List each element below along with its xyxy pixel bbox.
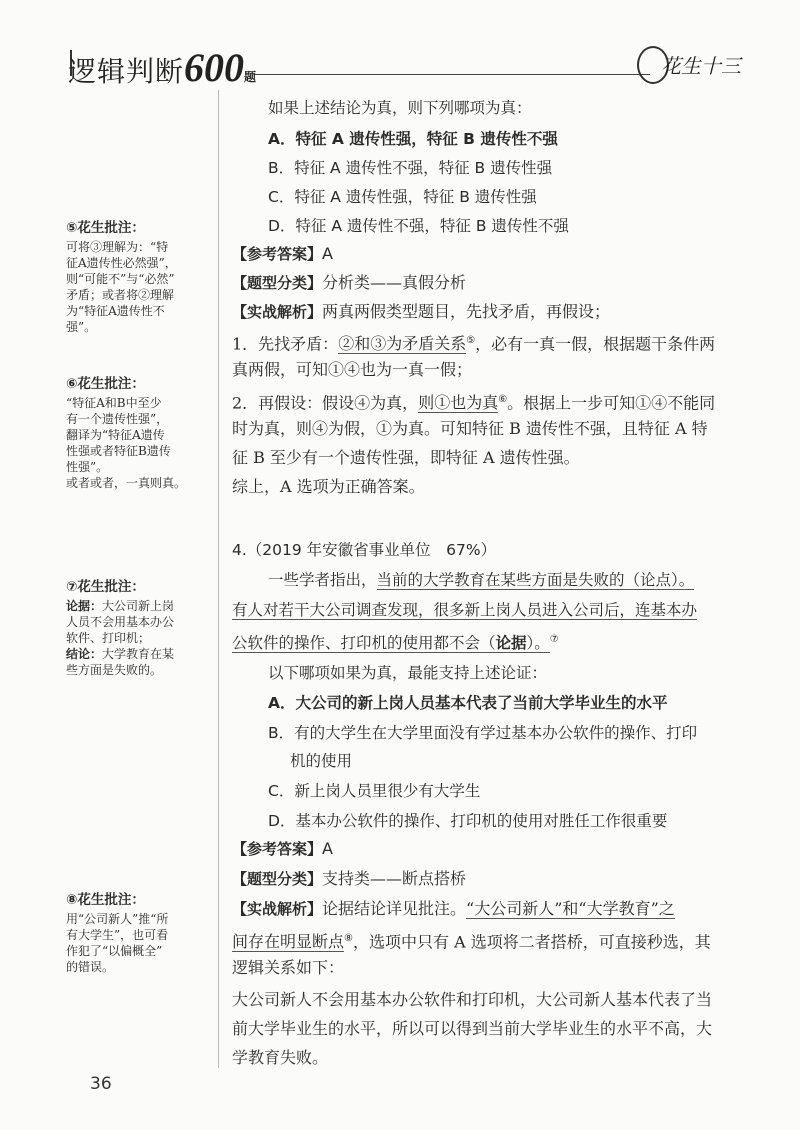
step2-underlined: 则①也为真: [418, 393, 499, 413]
note-line: [66, 646, 208, 662]
q4-stem-line3: [232, 629, 559, 654]
page-number: 36: [90, 1074, 112, 1094]
note-label: 结论：: [66, 647, 103, 661]
q4-answer: [232, 838, 333, 860]
q4-analysis-line2: [232, 928, 711, 953]
note-line: 有大学生”，也可看: [66, 928, 169, 942]
q4-conclusion-line1: 大公司新人不会用基本办公软件和打印机，大公司新人基本代表了当: [232, 990, 713, 1009]
analysis-text: 两真两假类型题目，先找矛盾，再假设；: [322, 302, 611, 321]
note-heading: ⑦花生批注：: [66, 579, 145, 595]
margin-note-7: [66, 575, 208, 678]
q4-stem-line1: [268, 569, 694, 591]
brand-name: 花生十三: [661, 54, 741, 78]
book-title: [68, 44, 257, 91]
answer-value: A: [322, 244, 333, 263]
note-line: 为“特征A遗传性不: [66, 304, 165, 318]
note-ref-8: ⑧: [344, 933, 353, 944]
q3-analysis: [232, 301, 610, 323]
type-tag: 【题型分类】: [232, 870, 323, 888]
analysis-text-2: ，选项中只有 A 选项将二者搭桥，可直接秒选，其: [352, 932, 711, 952]
q4-option-c: C．新上岗人员里很少有大学生: [268, 782, 481, 800]
note-line: 征A遗传性必然强”，: [66, 256, 177, 270]
note-text: 大学教育在某: [102, 647, 175, 661]
q4-analysis-line3: 逻辑关系如下：: [232, 958, 345, 977]
step1-text: ，必有一真一假，根据题干条件两: [475, 334, 716, 354]
step2-label: 2．再假设：假设④为真，: [232, 393, 419, 413]
note-line: 些方面是失败的。: [66, 663, 163, 677]
margin-note-8: [66, 888, 208, 975]
q3-option-a: A．特征 A 遗传性强，特征 B 遗传性不强: [268, 130, 558, 148]
note-line: 有一个遗传性强”，: [66, 412, 169, 426]
note-line: 或者或者，一真则真。: [66, 476, 187, 490]
brand-logo: [637, 38, 755, 84]
q4-conclusion-line2: 前大学毕业生的水平，所以可以得到当前大学毕业生的水平不高，大: [232, 1019, 713, 1038]
note-ref-7: ⑦: [549, 634, 559, 645]
q4-evidence-label: 论据: [495, 634, 527, 653]
answer-tag: 【参考答案】: [232, 245, 323, 263]
note-line: 用“公司新人”推“所: [66, 912, 169, 926]
q3-step1-line2: 真两假，可知①④也为一真一假；: [232, 360, 473, 379]
note-heading: ⑤花生批注：: [66, 220, 145, 236]
note-line: “特征A和B中至少: [66, 396, 162, 410]
analysis-underlined-1: “大公司新人”和“大学教育”之: [466, 899, 675, 918]
note-ref-5: ⑤: [466, 335, 476, 346]
note-heading: ⑧花生批注：: [66, 892, 145, 908]
note-ref-6: ⑥: [498, 394, 508, 405]
type-tag: 【题型分类】: [232, 274, 323, 292]
q3-option-d: D．特征 A 遗传性不强，特征 B 遗传性不强: [268, 217, 569, 235]
margin-divider: [218, 90, 219, 1068]
q4-option-b: B．有的大学生在大学里面没有学过基本办公软件的操作、打印: [268, 724, 698, 742]
q4-stem-line2: [232, 599, 697, 621]
title-prefix: 逻辑判断: [68, 55, 185, 88]
q3-option-c: C．特征 A 遗传性强，特征 B 遗传性强: [268, 188, 537, 206]
note-line: 强”。: [66, 320, 97, 334]
q4-type: [232, 868, 466, 890]
q3-answer: [232, 243, 333, 265]
note-line: 矛盾；或者将②理解: [66, 288, 175, 302]
q3-type: [232, 272, 466, 294]
note-line: 翻译为“特征A遗传: [66, 428, 165, 442]
q4-stem-evidence-2: [232, 634, 550, 653]
note-line: 作犯了“以偏概全”: [66, 944, 163, 958]
q4-option-d: D．基本办公软件的操作、打印机的使用对胜任工作很重要: [268, 812, 668, 830]
note-line: [66, 598, 208, 614]
answer-tag: 【参考答案】: [232, 840, 323, 858]
q4-option-b-cont: 机的使用: [290, 752, 353, 770]
q4-stem-lead: 一些学者指出，: [268, 571, 377, 589]
q4-conclusion-line3: 学教育失败。: [232, 1048, 329, 1067]
note-text: 大公司新上岗: [102, 599, 175, 613]
q4-stem-conclusion: 当前的大学教育在某些方面是失败的（论点）。: [376, 571, 695, 589]
margin-note-5: [66, 216, 208, 335]
q4-option-a: A．大公司的新上岗人员基本代表了当前大学毕业生的水平: [268, 694, 668, 712]
note-line: 人员不会用基本办公: [66, 615, 175, 629]
q4-question: 以下哪项如果为真，最能支持上述论证：: [268, 664, 548, 682]
q4-header: 4.（2019 年安徽省事业单位 67%）: [232, 541, 497, 559]
note-line: 性强”。: [66, 460, 109, 474]
type-value: 支持类——断点搭桥: [322, 869, 467, 888]
header-rule: [255, 74, 650, 75]
type-value: 分析类——真假分析: [322, 273, 467, 292]
margin-note-6: [66, 372, 208, 491]
note-heading: ⑥花生批注：: [66, 376, 145, 392]
title-number: 600: [184, 45, 245, 90]
note-label: 论据：: [66, 599, 103, 613]
q3-step2-line2: 时为真，则④为假，①为真。可知特征 B 遗传性不强，且特征 A 特: [232, 419, 708, 438]
q3-step1-line1: [232, 330, 715, 355]
step1-label: 1．先找矛盾：: [232, 334, 339, 354]
q3-stem: 如果上述结论为真，则下列哪项为真：: [268, 99, 532, 117]
note-line: 软件、打印机；: [66, 631, 151, 645]
analysis-underlined-2: 间存在明显断点: [232, 932, 345, 952]
note-line: 可将③理解为：“特: [66, 240, 169, 254]
answer-value: A: [322, 839, 333, 858]
q3-step2-line1: [232, 389, 715, 414]
analysis-tag: 【实战解析】: [232, 900, 323, 918]
note-line: 则“可能不”与“必然”: [66, 272, 175, 286]
q3-summary: 综上，A 选项为正确答案。: [232, 477, 425, 496]
analysis-text: 论据结论详见批注。: [322, 899, 467, 918]
title-suffix: 题: [244, 70, 258, 84]
q3-step2-line3: 征 B 至少有一个遗传性强，即特征 A 遗传性强。: [232, 448, 580, 467]
step2-text: 。根据上一步可知①④不能同: [507, 393, 716, 413]
q4-evidence-text: 公软件的操作、打印机的使用都不会（: [232, 634, 496, 653]
q4-analysis-line1: [232, 898, 675, 920]
note-line: 性强或者特征B遗传: [66, 444, 171, 458]
q4-stem-evidence-1: 有人对若干大公司调查发现，很多新上岗人员进入公司后，连基本办: [232, 601, 698, 619]
q3-option-b: B．特征 A 遗传性不强，特征 B 遗传性强: [268, 159, 553, 177]
note-line: 的错误。: [66, 960, 115, 974]
step1-underlined: ②和③为矛盾关系: [338, 334, 467, 354]
q4-evidence-close: ）。: [526, 634, 550, 653]
analysis-tag: 【实战解析】: [232, 303, 323, 321]
